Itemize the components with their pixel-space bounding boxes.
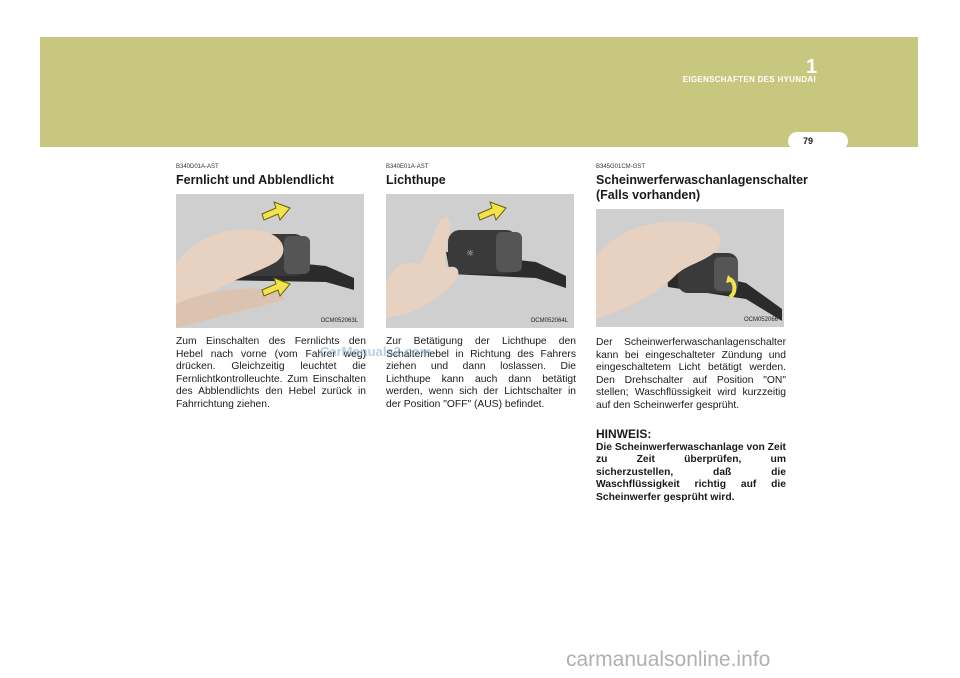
watermark-carmanualsonline: carmanualsonline.info <box>566 648 771 671</box>
section-body: Zum Einschalten des Fernlichts den Hebel nach vorne (vom Fahrer weg) drücken. Gleichzeitig leuchtet die Fernlichtkontrolleuchte. Zum Einschalten des Abblendlichts den Hebel zurück in Fahrrichtung ziehen. <box>176 336 366 410</box>
section-body: Zur Betätigung der Lichthupe den Schalterhebel in Richtung des Fahrers ziehen und dann loslassen. Die Lichthupe kann auch dann betätigt werden, wenn sich der Lichtschalter in der Position "OFF" (AUS) befindet. <box>386 336 576 410</box>
figure-flasher-lever <box>386 194 574 328</box>
svg-text:☼: ☼ <box>466 249 475 259</box>
figure-label: OCM052066 <box>743 317 778 323</box>
hand-on-lever-illustration <box>176 194 364 328</box>
section-code: B340E01A-AST <box>386 164 429 170</box>
chapter-number: 1 <box>806 56 818 78</box>
section-title: Scheinwerferwaschanlagenschalter <box>596 173 808 187</box>
section-high-low-beam <box>176 164 366 412</box>
figure-high-beam-lever <box>176 194 364 328</box>
section-code: B340D01A-AST <box>176 164 219 170</box>
section-subtitle: (Falls vorhanden) <box>596 188 701 202</box>
section-title: Fernlicht und Abblendlicht <box>176 173 334 187</box>
figure-label: OCM052064L <box>530 318 568 324</box>
chapter-title: EIGENSCHAFTEN DES HYUNDAI <box>682 75 816 84</box>
note-text: Die Scheinwerferwaschanlage von Zeit zu Zeit überprüfen, um sicherzustellen, daß die Waschflüssigkeit richtig auf die Scheinwerfer gesprüht wird. <box>596 441 786 503</box>
section-headlight-washer <box>596 164 808 505</box>
section-code: B345G01CM-GST <box>596 164 646 170</box>
page-number: 79 <box>802 136 813 146</box>
finger-pulling-lever-illustration <box>386 194 574 328</box>
watermark-carmanuals2: CarManuals2.com <box>320 344 432 359</box>
section-title: Lichthupe <box>386 173 446 187</box>
section-headlight-flasher <box>386 164 576 412</box>
section-body: Der Scheinwerferwaschanlagenschalter kann bei eingeschalteter Zündung und eingeschaltetem Licht betätigt werden. Den Drehschalter auf Position "ON" stellen; Waschflüssigkeit wird kurzzeitig auf den Scheinwerfer gesprüht. <box>596 337 786 411</box>
note-title: HINWEIS: <box>596 426 652 441</box>
figure-label: OCM052063L <box>320 318 358 324</box>
hand-turning-switch-illustration <box>596 209 784 327</box>
header-band <box>40 37 918 147</box>
figure-washer-switch <box>596 209 784 327</box>
